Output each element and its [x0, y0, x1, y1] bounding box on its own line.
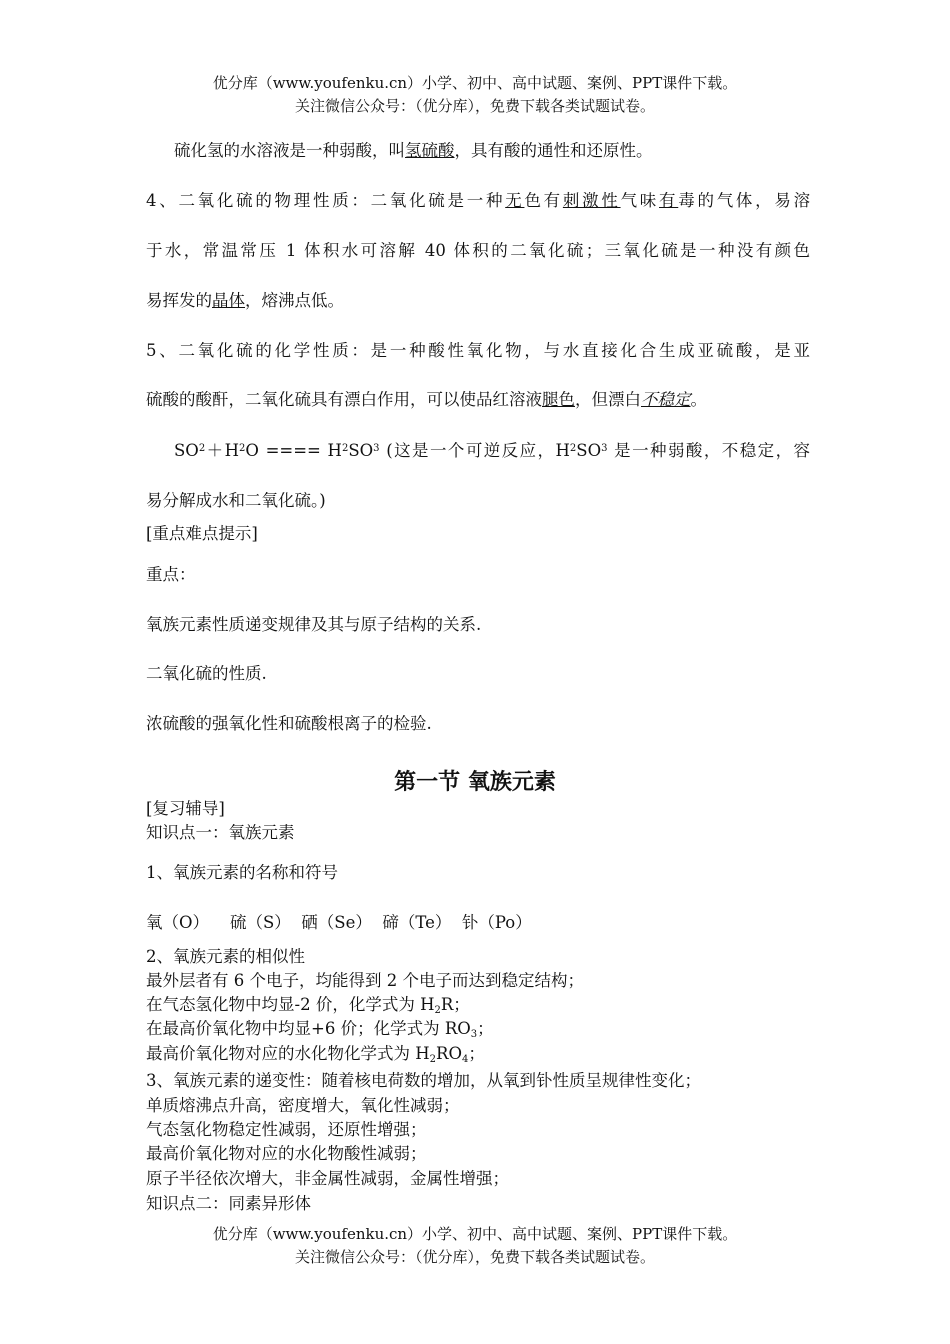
so2-water-equation [174, 437, 810, 461]
so2-chemical-line2 [146, 386, 707, 410]
eq-h2-subscript: 2 [238, 443, 246, 454]
sim3-subscript: 3 [470, 1029, 478, 1040]
page-footer-line1: 优分库（www.youfenku.cn）小学、初中、高中试题、案例、PPT课件下载。 [212, 1225, 738, 1243]
p5-line2-b: ，但漂白 [575, 390, 641, 409]
similarity-heading: 2、氧族元素的相似性 [146, 947, 305, 966]
eq-note-so3-subscript: 3 [601, 443, 608, 454]
sim2-text-b: R； [440, 995, 470, 1014]
key-point-item: 浓硫酸的强氧化性和硫酸根离子的检验. [146, 714, 432, 733]
eq-so3-symbol: SO [348, 441, 374, 460]
trend-item: 原子半径依次增大，非金属性减弱，金属性增强； [146, 1169, 509, 1188]
knowledge-point-2: 知识点二：同素异形体 [146, 1194, 311, 1213]
p4-underline-colorless: 无 [505, 191, 525, 210]
sim3-text-b: ； [477, 1019, 494, 1038]
eq-so2-symbol: SO [174, 441, 199, 460]
p4-line3-a: 易挥发的 [146, 291, 212, 310]
key-point-item: 二氧化硫的性质. [146, 664, 267, 683]
section-title: 第一节 氧族元素 [394, 770, 556, 795]
p4-text-c: 气味 [620, 191, 660, 210]
element-list: 氧（O） 硫（S） 硒（Se） 碲（Te） 钋（Po） [146, 913, 532, 932]
h2s-underlined-term: 氢硫酸 [405, 141, 455, 160]
similarity-item [146, 1015, 494, 1040]
p5-underline-fade: 腿色 [542, 390, 575, 409]
page-footer-line2: 关注微信公众号：（优分库），免费下载各类试题试卷。 [294, 1248, 655, 1266]
p4-line3-b: ，熔沸点低。 [245, 291, 344, 310]
h2s-paragraph [174, 137, 653, 161]
eq-so2-subscript: 2 [198, 443, 206, 454]
key-points-label: [重点难点提示] [146, 524, 258, 543]
eq-plus-h: ＋H [205, 441, 239, 460]
key-point-item: 氧族元素性质递变规律及其与原子结构的关系. [146, 615, 482, 634]
so2-physical-line1 [146, 187, 810, 211]
sim4-text-b: RO [436, 1044, 462, 1063]
h2s-text-a: 硫化氢的水溶液是一种弱酸，叫 [174, 141, 405, 160]
trend-heading: 3、氧族元素的递变性：随着核电荷数的增加，从氧到钋性质呈规律性变化； [146, 1071, 701, 1090]
sim4-subscript-2: 4 [461, 1054, 469, 1065]
p5-line2-c: 。 [690, 390, 707, 409]
similarity-item [146, 991, 470, 1016]
similarity-item: 最外层者有 6 个电子，均能得到 2 个电子而达到稳定结构； [146, 971, 584, 990]
sim3-text-a: 在最高价氧化物中均显+6 价；化学式为 RO [146, 1019, 471, 1038]
p4-text-a: 4、二氧化硫的物理性质：二氧化硫是一种 [146, 191, 506, 210]
eq-h2so3-h-subscript: 2 [341, 443, 349, 454]
eq-arrow-h: O ==== H [245, 441, 342, 460]
trend-item: 气态氢化物稳定性减弱，还原性增强； [146, 1120, 427, 1139]
eq-note-tail: 是一种弱酸，不稳定，容 [607, 441, 811, 460]
review-label: [复习辅导] [146, 799, 225, 818]
sim2-subscript: 2 [434, 1005, 441, 1016]
h2s-text-b: ，具有酸的通性和还原性。 [454, 141, 653, 160]
eq-so3-subscript: 3 [373, 443, 380, 454]
p5-underline-unstable: 不稳定 [641, 390, 691, 409]
key-points-sub: 重点： [146, 565, 196, 584]
sim4-subscript-1: 2 [429, 1054, 437, 1065]
element-names-heading: 1、氧族元素的名称和符号 [146, 863, 338, 882]
similarity-item [146, 1040, 485, 1065]
sim2-text-a: 在气态氢化物中均显-2 价，化学式为 H [146, 995, 435, 1014]
p4-text-d: 毒的气体，易溶 [678, 191, 811, 210]
eq-note-a: (这是一个可逆反应，H [379, 441, 570, 460]
eq-note-h2-subscript: 2 [569, 443, 577, 454]
so2-chemical-line1: 5、二氧化硫的化学性质：是一种酸性氧化物，与水直接化合生成亚硫酸，是亚 [146, 341, 810, 360]
so2-physical-line2: 于水，常温常压 1 体积水可溶解 40 体积的二氧化硫；三氧化硫是一种没有颜色 [146, 241, 810, 260]
p5-line2-a: 硫酸的酸酐，二氧化硫具有漂白作用，可以使品红溶液 [146, 390, 542, 409]
trend-item: 最高价氧化物对应的水化物酸性减弱； [146, 1144, 427, 1163]
sim4-text-c: ； [468, 1044, 485, 1063]
eq-note-so: SO [576, 441, 602, 460]
page-header-line2: 关注微信公众号：（优分库），免费下载各类试题试卷。 [294, 97, 655, 115]
p4-underline-irritating: 刺激性 [562, 191, 621, 210]
so2-physical-line3 [146, 287, 344, 311]
trend-item: 单质熔沸点升高，密度增大，氧化性减弱； [146, 1096, 460, 1115]
sim4-text-a: 最高价氧化物对应的水化物化学式为 H [146, 1044, 430, 1063]
page-header-line1: 优分库（www.youfenku.cn）小学、初中、高中试题、案例、PPT课件下载。 [212, 74, 738, 92]
equation-note-line2: 易分解成水和二氧化硫。) [146, 491, 326, 510]
knowledge-point-1: 知识点一：氧族元素 [146, 823, 295, 842]
p4-underline-crystal: 晶体 [212, 291, 245, 310]
p4-underline-toxic: 有 [659, 191, 679, 210]
p4-text-b: 色有 [524, 191, 563, 210]
